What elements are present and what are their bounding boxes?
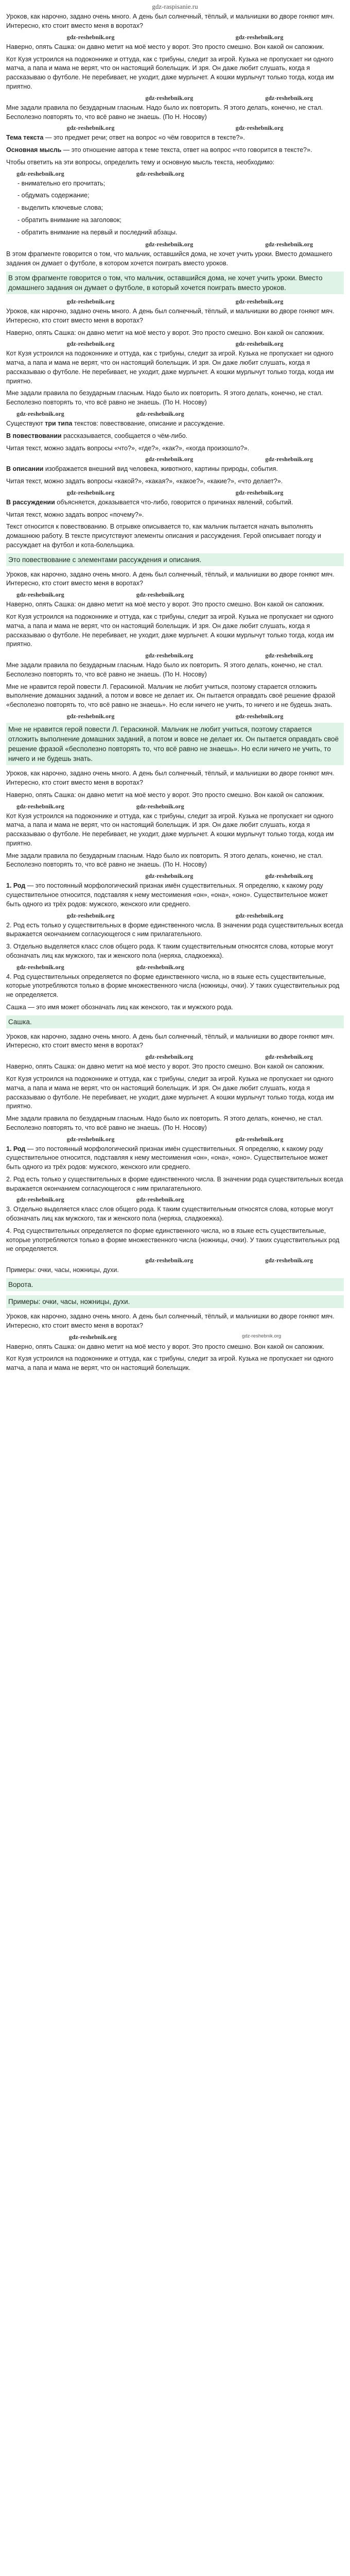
paragraph: Наверно, опять Сашка: он давно метит на моё место у ворот. Это просто смешно. Вон какой он сапожник.: [6, 791, 325, 799]
sentence-end: текстов: повествование, описание и рассуждение.: [72, 420, 225, 428]
fragment-text-4: [6, 769, 344, 880]
paragraph: Читая текст, можно задать вопросы «какой?», «какая?», «какое?», «какие?», «что делает?».: [6, 478, 283, 485]
paragraph: Мне задали правила по безударным гласным. Надо было их повторить. Я этого делать, конечно, не стал. Бесполезно повторять то, что всё равно не знаешь. (По Н. Носову): [6, 104, 323, 121]
answer-highlight: Ворота.: [6, 1278, 344, 1291]
watermark: gdz-reshebnik.org: [66, 712, 115, 720]
fragment-text-3: [6, 570, 344, 766]
watermark: gdz-reshebnik.org: [265, 1053, 313, 1061]
paragraph: Уроков, как нарочно, задано очень много. А день был солнечный, тёплый, и мальчишки во дворе гоняют мяч. Интересно, кто стоит вместо меня в воротах?: [6, 1032, 335, 1049]
paragraph: Наверно, опять Сашка: он давно метит на моё место у ворот. Это просто смешно. Вон какой он сапожник.: [6, 601, 325, 608]
watermark: gdz-reshebnik.org: [235, 911, 284, 919]
paragraph: Кот Кузя устроился на подоконнике и оттуда, как с трибуны, следит за игрой. Кузька не пропускает ни одного матча, а папа и мама не верят, что он настоящий болельщик. И зря. Он даже любит слушать, когда я рассказываю о футболе. Не перебивает, не уходит, даже мурлычет. А кошки мурлычут только тогда, когда им приятно.: [6, 55, 334, 90]
definition-text: рассказывается, сообщается о чём-либо.: [61, 432, 188, 439]
theory-gender-2: [6, 1145, 344, 1309]
watermark: gdz-reshebnik.org: [66, 124, 115, 132]
rule: 4. Род существительных определяется по форме единственного числа, но в языке есть существительные, которые употребляются только в форме множественного числа (ножницы, очки). У таких существительных род не определяется.: [6, 973, 340, 999]
paragraph: Наверно, опять Сашка: он давно метит на моё место у ворот. Это просто смешно. Вон какой он сапожник.: [6, 43, 325, 50]
watermark: gdz-reshebnik.org: [136, 170, 184, 177]
answer-highlight: Это повествование с элементами рассуждения и описания.: [6, 553, 344, 566]
paragraph: [6, 419, 344, 429]
watermark: gdz-reshebnik.org: [68, 1333, 117, 1341]
watermark: gdz-reshebnik.org: [265, 872, 313, 880]
watermark-small: gdz-reshebnik.org: [242, 1333, 282, 1339]
paragraph: Кот Кузя устроился на подоконнике и оттуда, как с трибуны, следит за игрой. Кузька не пропускает ни одного матча, а папа и мама не верят, что он настоящий болельщик. И зря. Он даже любит слушать, когда я рассказываю о футболе. Не перебивает, не уходит, даже мурлычет. А кошки мурлычут только тогда, когда им приятно.: [6, 350, 334, 385]
watermark: gdz-reshebnik.org: [235, 33, 284, 41]
watermark-row: [6, 1135, 344, 1144]
watermark-row: [6, 712, 344, 721]
watermark: gdz-reshebnik.org: [136, 410, 184, 417]
watermark: gdz-reshebnik.org: [66, 1135, 115, 1143]
watermark-row: [6, 94, 344, 103]
watermark-row: [6, 33, 344, 42]
watermark-row: [6, 802, 344, 811]
watermark: gdz-reshebnik.org: [145, 872, 194, 880]
watermark: gdz-reshebnik.org: [235, 712, 284, 720]
watermark: gdz-reshebnik.org: [265, 241, 313, 248]
theory-text-types: [6, 419, 344, 566]
watermark: gdz-reshebnik.org: [16, 591, 64, 599]
watermark-row: [6, 124, 344, 132]
steps-list: [6, 179, 344, 238]
term: Тема текста: [6, 134, 44, 142]
watermark: gdz-reshebnik.org: [235, 298, 284, 306]
fragment-text-2: [6, 307, 344, 418]
sentence-start: Существуют: [6, 420, 45, 428]
rule-text: — это постоянный морфологический признак имён существительных. Я определяю, к какому роду существительное относится, подставляя к нему местоимения «он», «она», «оно». Существительное может быть одного из трёх родов: мужского, женского или среднего.: [6, 1145, 328, 1171]
watermark: gdz-reshebnik.org: [145, 1257, 194, 1264]
rule: 2. Род есть только у существительных в форме единственного числа. В значении рода существительных всегда выражается окончанием согласующегося с ним прилагательного.: [6, 921, 343, 938]
paragraph: Читая текст, можно задать вопросы «что?», «где?», «как?», «когда произошло?».: [6, 444, 250, 452]
answer-highlight: В этом фрагменте говорится о том, что мальчик, оставшийся дома, не хочет учить уроки. Вместо домашнего задания он думает о футболе, в который хочется поиграть вместо уроков.: [6, 272, 344, 294]
definition: [6, 432, 344, 441]
paragraph: Сашка — это имя может обозначать лиц как женского, так и мужского рода.: [6, 1003, 233, 1011]
paragraph: В этом фрагменте говорится о том, что мальчик, оставшийся дома, не хочет учить уроки. Вместо домашнего задания он думает о футболе, в котором хочется поиграть вместо уроков.: [6, 250, 332, 267]
watermark: gdz-reshebnik.org: [265, 652, 313, 659]
list-item: - обратить внимание на первый и последний абзацы.: [18, 228, 344, 238]
watermark: gdz-reshebnik.org: [235, 340, 284, 348]
watermark-row: [6, 455, 344, 464]
term: В рассуждении: [6, 498, 55, 506]
watermark: gdz-reshebnik.org: [235, 488, 284, 496]
watermark-row: [6, 488, 344, 497]
watermark-row: [6, 963, 344, 972]
definition-text: — это отношение автора к теме текста, ответ на вопрос «что говорится в тексте?».: [61, 146, 312, 154]
definition: [6, 498, 344, 507]
watermark: gdz-reshebnik.org: [66, 340, 115, 348]
fragment-text-6: [6, 1312, 344, 1373]
watermark: gdz-reshebnik.org: [16, 170, 64, 177]
watermark: gdz-reshebnik.org: [265, 94, 313, 101]
theory-theme: [6, 133, 344, 306]
watermark-row: [6, 410, 344, 418]
definition: [6, 146, 344, 155]
watermark-row: [6, 340, 344, 348]
list-item: - внимательно его прочитать;: [18, 179, 344, 189]
rule: 4. Род существительных определяется по форме единственного числа, но в языке есть существительные, которые употребляются только в форме множественного числа (ножницы, очки). У таких существительных род не определяется.: [6, 1227, 340, 1253]
paragraph: Мне не нравится герой повести Л. Гераскиной. Мальчик не любит учиться, поэтому старается отложить выполнение домашних заданий, а потом и вовсе не делает их. Он пытается оправдать своё решение фразой «бесполезно повторять то, что всё равно не знаешь». Но если ничего не учить, то ничего и не будешь знать.: [6, 683, 336, 709]
watermark-row: [6, 1256, 344, 1265]
paragraph: Кот Кузя устроился на подоконнике и оттуда, как с трибуны, следит за игрой. Кузька не пропускает ни одного матча, а папа и мама не верят, что он настоящий болельщик. И зря. Он даже любит слушать, когда я рассказываю о футболе. Не перебивает, не уходит, даже мурлычет. А кошки мурлычут только тогда, когда им приятно.: [6, 812, 334, 847]
watermark: gdz-reshebnik.org: [66, 911, 115, 919]
rule-text: — это постоянный морфологический признак имён существительных. Я определяю, к какому роду существительное относится, подставляя к нему местоимения «он», «она», «оно». Существительное может быть одного из трёх родов: мужского, женского или среднего.: [6, 882, 328, 908]
watermark: gdz-reshebnik.org: [16, 1196, 64, 1204]
answer-highlight: Примеры: очки, часы, ножницы, духи.: [6, 1295, 344, 1308]
list-item: - выделить ключевые слова;: [18, 204, 344, 213]
watermark: gdz-reshebnik.org: [136, 591, 184, 599]
definition: [6, 465, 344, 474]
watermark: gdz-reshebnik.org: [66, 298, 115, 306]
watermark-row: [6, 911, 344, 920]
watermark: gdz-reshebnik.org: [145, 1053, 194, 1061]
paragraph: Наверно, опять Сашка: он давно метит на моё место у ворот. Это просто смешно. Вон какой он сапожник.: [6, 1063, 325, 1071]
watermark: gdz-reshebnik.org: [145, 94, 194, 101]
fragment-text-1: [6, 12, 344, 132]
answer-highlight: Сашка.: [6, 1015, 344, 1028]
paragraph: Уроков, как нарочно, задано очень много. А день был солнечный, тёплый, и мальчишки во дворе гоняют мяч. Интересно, кто стоит вместо меня в воротах?: [6, 770, 335, 787]
watermark-row: [6, 1053, 344, 1061]
paragraph: Мне задали правила по безударным гласным. Надо было их повторить. Я этого делать, конечно, не стал. Бесполезно повторять то, что всё равно не знаешь. (По Н. Носову): [6, 852, 323, 869]
definition-text: изображается внешний вид человека, животного, картины природы, события.: [43, 465, 278, 473]
term: В повествовании: [6, 432, 62, 439]
watermark-row: [6, 170, 344, 178]
watermark-row: [6, 297, 344, 306]
paragraph: Кот Кузя устроился на подоконнике и оттуда, как с трибуны, следит за игрой. Кузька не пропускает ни одного матча, а папа и мама не верят, что он настоящий болельщик. И зря. Он даже любит слушать, когда я рассказываю о футболе. Не перебивает, не уходит, даже мурлычет. А кошки мурлычут только тогда, когда им приятно.: [6, 613, 334, 648]
term: три типа: [45, 420, 73, 428]
watermark: gdz-reshebnik.org: [235, 124, 284, 132]
watermark: gdz-reshebnik.org: [235, 1135, 284, 1143]
definition-text: — это предмет речи; ответ на вопрос «о чём говорится в тексте?».: [43, 134, 245, 142]
term: 1. Род: [6, 1145, 26, 1153]
paragraph: Читая текст, можно задать вопрос «почему?».: [6, 511, 144, 518]
watermark: gdz-reshebnik.org: [145, 652, 194, 659]
rule: 3. Отдельно выделяется класс слов общего рода. К таким существительным относятся слова, которые могут обозначать лиц как мужского, так и женского пола (неряха, сладкоежка).: [6, 1206, 334, 1223]
watermark: gdz-reshebnik.org: [136, 1196, 184, 1204]
list-item: - обдумать содержание;: [18, 191, 344, 200]
watermark-row: [6, 651, 344, 660]
paragraph: Кот Кузя устроился на подоконнике и оттуда, как с трибуны, следит за игрой. Кузька не пропускает ни одного матча, а папа и мама не верят, что он настоящий болельщик.: [6, 1355, 334, 1372]
term: 1. Род: [6, 882, 26, 890]
watermark: gdz-reshebnik.org: [16, 410, 64, 417]
rule: [6, 882, 344, 909]
paragraph: Кот Кузя устроился на подоконнике и оттуда, как с трибуны, следит за игрой. Кузька не пропускает ни одного матча, а папа и мама не верят, что он настоящий болельщик. И зря. Он даже любит слушать, когда я рассказываю о футболе. Не перебивает, не уходит, даже мурлычет. А кошки мурлычут только тогда, когда им приятно.: [6, 1075, 334, 1110]
watermark: gdz-reshebnik.org: [136, 963, 184, 971]
definition: [6, 133, 344, 143]
paragraph: Наверно, опять Сашка: он давно метит на моё место у ворот. Это просто смешно. Вон какой он сапожник.: [6, 329, 325, 336]
watermark: gdz-reshebnik.org: [66, 33, 115, 41]
watermark-row: [6, 240, 344, 249]
answer-highlight: Мне не нравится герой повести Л. Гераскиной. Мальчик не любит учиться, поэтому старается отложить выполнение домашних заданий, а потом и вовсе не делает их. Он пытается оправдать своё решение фразой «бесполезно повторять то, что всё равно не знаешь». Но если ничего не учить, то ничего и не будешь знать.: [6, 723, 344, 766]
paragraph: Уроков, как нарочно, задано очень много. А день был солнечный, тёплый, и мальчишки во дворе гоняют мяч. Интересно, кто стоит вместо меня в воротах?: [6, 570, 335, 587]
theory-gender: [6, 882, 344, 1028]
top-site-link[interactable]: gdz-raspisanie.ru: [152, 3, 198, 10]
watermark-row: [6, 590, 344, 599]
rule: [6, 1145, 344, 1172]
watermark: gdz-reshebnik.org: [16, 802, 64, 810]
paragraph: Наверно, опять Сашка: он давно метит на моё место у ворот. Это просто смешно. Вон какой он сапожник.: [6, 1343, 325, 1350]
watermark-row: [6, 872, 344, 880]
term: В описании: [6, 465, 44, 473]
watermark: gdz-reshebnik.org: [136, 802, 184, 810]
watermark: gdz-reshebnik.org: [265, 1257, 313, 1264]
definition-text: объясняется, доказывается что-либо, говорится о причинах явлений, событий.: [55, 498, 293, 506]
paragraph: Чтобы ответить на эти вопросы, определить тему и основную мысль текста, необходимо:: [6, 158, 275, 166]
paragraph: Текст относится к повествованию. В отрывке описывается то, как мальчик пытается начать выполнять домашнюю работу. В тексте присутствуют элементы описания и рассуждения. Герой описывает погоду и рассуждает на футбол и кота-болельщика.: [6, 523, 321, 549]
watermark: gdz-reshebnik.org: [265, 455, 313, 463]
paragraph: Уроков, как нарочно, задано очень много. А день был солнечный, тёплый, и мальчишки во дворе гоняют мяч. Интересно, кто стоит вместо меня в воротах?: [6, 308, 335, 324]
fragment-text-5: [6, 1032, 344, 1144]
paragraph: Уроков, как нарочно, задано очень много. А день был солнечный, тёплый, и мальчишки во дворе гоняют мяч. Интересно, кто стоит вместо меня в воротах?: [6, 13, 335, 30]
rule: 2. Род есть только у существительных в форме единственного числа. В значении рода существительных всегда выражается окончанием согласующегося с ним прилагательного.: [6, 1175, 343, 1192]
paragraph: Мне задали правила по безударным гласным. Надо было их повторить. Я этого делать, конечно, не стал. Бесполезно повторять то, что всё равно не знаешь. (По Н. Носову): [6, 1115, 323, 1131]
paragraph: Мне задали правила по безударным гласным. Надо было их повторить. Я этого делать, конечно, не стал. Бесполезно повторять то, что всё равно не знаешь. (По Н. Носову): [6, 389, 323, 406]
rule: 3. Отдельно выделяется класс слов общего рода. К таким существительным относятся слова, которые могут обозначать лиц как мужского, так и женского пола (неряха, сладкоежка).: [6, 943, 334, 959]
term: Основная мысль: [6, 146, 62, 154]
watermark: gdz-reshebnik.org: [145, 241, 194, 248]
watermark: gdz-reshebnik.org: [145, 455, 194, 463]
paragraph: Мне задали правила по безударным гласным. Надо было их повторить. Я этого делать, конечно, не стал. Бесполезно повторять то, что всё равно не знаешь. (По Н. Носову): [6, 662, 323, 678]
watermark: gdz-reshebnik.org: [16, 963, 64, 971]
list-item: - обратить внимание на заголовок;: [18, 216, 344, 225]
watermark: gdz-reshebnik.org: [66, 488, 115, 496]
watermark-row: [6, 1333, 344, 1342]
paragraph: Примеры: очки, часы, ножницы, духи.: [6, 1266, 119, 1274]
watermark-row: [6, 1195, 344, 1204]
paragraph: Уроков, как нарочно, задано очень много. А день был солнечный, тёплый, и мальчишки во дворе гоняют мяч. Интересно, кто стоит вместо меня в воротах?: [6, 1313, 335, 1329]
